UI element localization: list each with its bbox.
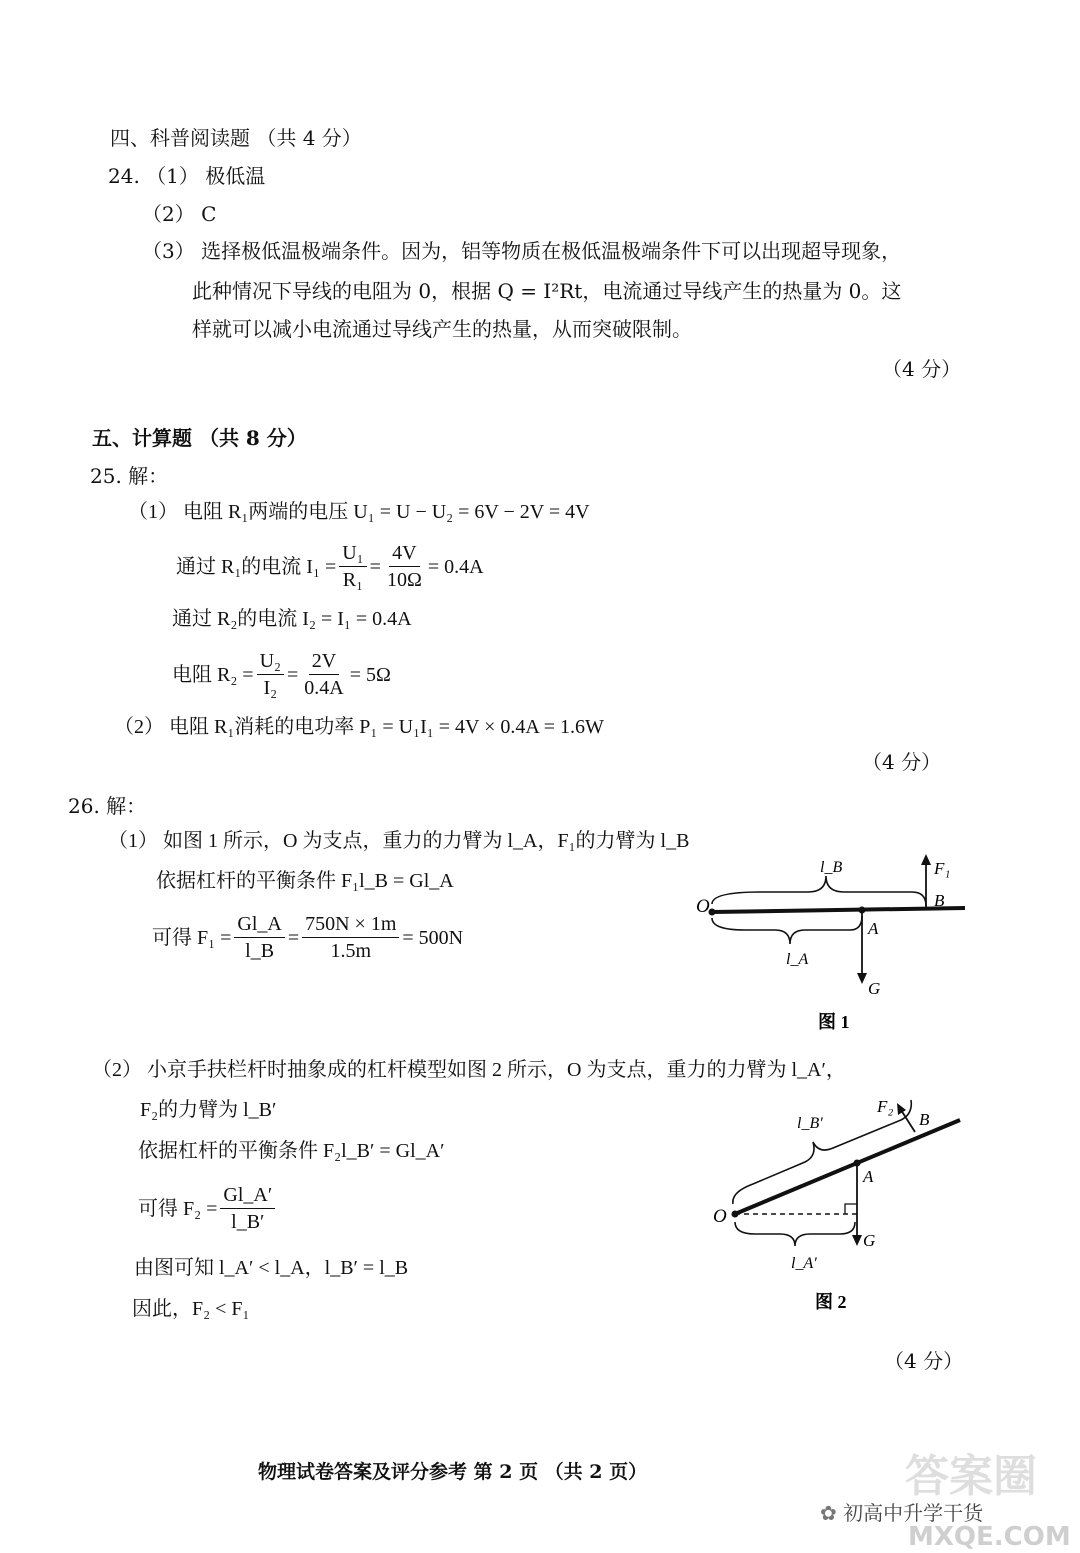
fraction-denominator: 10Ω (386, 569, 422, 591)
q26-part2-line4 (138, 1184, 278, 1233)
label-la-prime: l_A′ (791, 1255, 817, 1272)
fraction-numerator: U₂ (257, 650, 284, 675)
fraction-denominator: 0.4A (304, 677, 344, 699)
fraction-4v-10ohm (384, 542, 425, 591)
q24-part1: 24. （1） 极低温 (108, 164, 266, 188)
label-g: G (868, 979, 881, 998)
fraction-u1-r1 (339, 542, 366, 591)
fraction-denominator: l_B′ (231, 1211, 265, 1233)
q24-part3-line1: （3） 选择极低温极端条件。因为，铝等物质在极低温极端条件下可以出现超导现象， (142, 239, 902, 263)
equals-sign: = (287, 926, 300, 949)
q26-part1-line1: （1） 如图 1 所示，O 为支点，重力的力臂为 l_A，F₁的力臂为 l_B (108, 830, 690, 852)
fraction-denominator: R₁ (342, 569, 364, 591)
section-4-title: 四、科普阅读题 （共 4 分） (110, 126, 362, 150)
right-angle-mark (845, 1204, 857, 1214)
fraction-numerator: Gl_A (234, 913, 284, 938)
q25-part1-line3: 通过 R₂的电流 I₂ = I₁ = 0.4A (172, 608, 412, 630)
wechat-account-name: 初高中升学干货 (843, 1501, 984, 1525)
fraction-750n-15m (302, 913, 399, 962)
q26-label: 26. 解： (68, 794, 147, 818)
figure-1-caption: 图 1 (818, 1012, 850, 1032)
fraction-denominator: l_B (245, 940, 275, 962)
equals-sign: = (287, 663, 299, 686)
figure-2-caption: 图 2 (815, 1292, 847, 1312)
q25-part2: （2） 电阻 R₁消耗的电功率 P₁ = U₁I₁ = 4V × 0.4A = 1.6W (114, 716, 604, 738)
fraction-numerator: 2V (309, 650, 339, 675)
label-b: B (934, 891, 945, 910)
fraction-numerator: 750N × 1m (302, 913, 399, 938)
fraction-2v-04a (301, 650, 346, 699)
page-footer: 物理试卷答案及评分参考 第 2 页 （共 2 页） (258, 1461, 648, 1483)
q24-part2: （2） C (142, 202, 217, 226)
q25-part1-line4 (172, 650, 391, 699)
q25-line2-result: = 0.4A (427, 555, 484, 578)
q26-part1-line2: 依据杠杆的平衡条件 F₁l_B = Gl_A (156, 870, 454, 892)
arrow-up-left-icon (897, 1103, 906, 1115)
brace-la (712, 916, 862, 944)
fraction-numerator: 4V (389, 542, 419, 567)
q25-line4-result: = 5Ω (349, 663, 391, 686)
q25-label: 25. 解： (90, 464, 169, 488)
q26-part2-line6: 因此，F₂ < F₁ (132, 1298, 250, 1320)
fraction-u2-i2 (257, 650, 284, 699)
q26-part1-line3 (152, 913, 463, 962)
section-5-title: 五、计算题 （共 8 分） (92, 426, 307, 450)
lever-bar (712, 908, 965, 912)
arrow-down-icon (857, 973, 867, 984)
fraction-gla-prime-lb-prime (220, 1184, 275, 1233)
arrow-down-icon (852, 1235, 862, 1246)
q26-part2-line1: （2） 小京手扶栏杆时抽象成的杠杆模型如图 2 所示，O 为支点，重力的力臂为 l_A′， (92, 1059, 846, 1081)
figure-2-lever (705, 1090, 975, 1320)
label-lb-prime: l_B′ (797, 1115, 823, 1132)
label-f1: F₁ (934, 859, 951, 878)
label-o: O (713, 1206, 727, 1227)
brace-la-prime (735, 1222, 855, 1246)
q26-line3-prefix: 可得 F₁ = (152, 926, 232, 949)
label-lb: l_B (820, 859, 843, 876)
q25-line4-prefix: 电阻 R₂ = (172, 663, 254, 686)
label-g: G (863, 1231, 876, 1250)
q26-part2-line2: F₂的力臂为 l_B′ (140, 1099, 277, 1121)
equals-sign: = (369, 555, 381, 578)
q26-score: （4 分） (884, 1349, 964, 1373)
lever-bar (735, 1120, 960, 1214)
label-la: l_A (786, 951, 809, 968)
section-4-score: （4 分） (882, 357, 962, 381)
fraction-numerator: U₁ (339, 542, 366, 567)
fraction-denominator: 1.5m (330, 940, 372, 962)
q25-line2-prefix: 通过 R₁的电流 I₁ = (176, 555, 337, 578)
arrow-up-icon (921, 854, 931, 865)
watermark-site: MXQE.COM (908, 1522, 1071, 1552)
label-f2: F₂ (877, 1097, 894, 1116)
wechat-icon: ✿ (820, 1501, 844, 1525)
q26-p2-line4-prefix: 可得 F₂ = (138, 1197, 218, 1220)
label-o: O (696, 896, 710, 917)
q25-part1-line1: （1） 电阻 R₁两端的电压 U₁ = U − U₂ = 6V − 2V = 4V (128, 501, 590, 523)
fraction-numerator: Gl_A′ (220, 1184, 275, 1209)
fraction-denominator: I₂ (263, 677, 278, 699)
watermark-logo: 答案圈 (905, 1451, 1037, 1502)
label-a: A (868, 919, 879, 938)
figure-1-lever (690, 850, 980, 1040)
label-a: A (863, 1167, 874, 1186)
q26-line3-result: = 500N (402, 926, 464, 949)
q25-part1-line2 (176, 542, 484, 591)
q26-part2-line5: 由图可知 l_A′ < l_A，l_B′ = l_B (134, 1257, 409, 1279)
q24-part3-line3: 样就可以减小电流通过导线产生的热量，从而突破限制。 (192, 317, 692, 341)
label-b: B (919, 1110, 930, 1129)
q26-part2-line3: 依据杠杆的平衡条件 F₂l_B′ = Gl_A′ (138, 1140, 445, 1162)
fraction-gla-lb (234, 913, 284, 962)
section-5-score: （4 分） (862, 750, 942, 774)
q24-part3-line2: 此种情况下导线的电阻为 0，根据 Q = I²Rt，电流通过导线产生的热量为 0。这 (192, 279, 902, 303)
brace-lb (712, 876, 926, 906)
